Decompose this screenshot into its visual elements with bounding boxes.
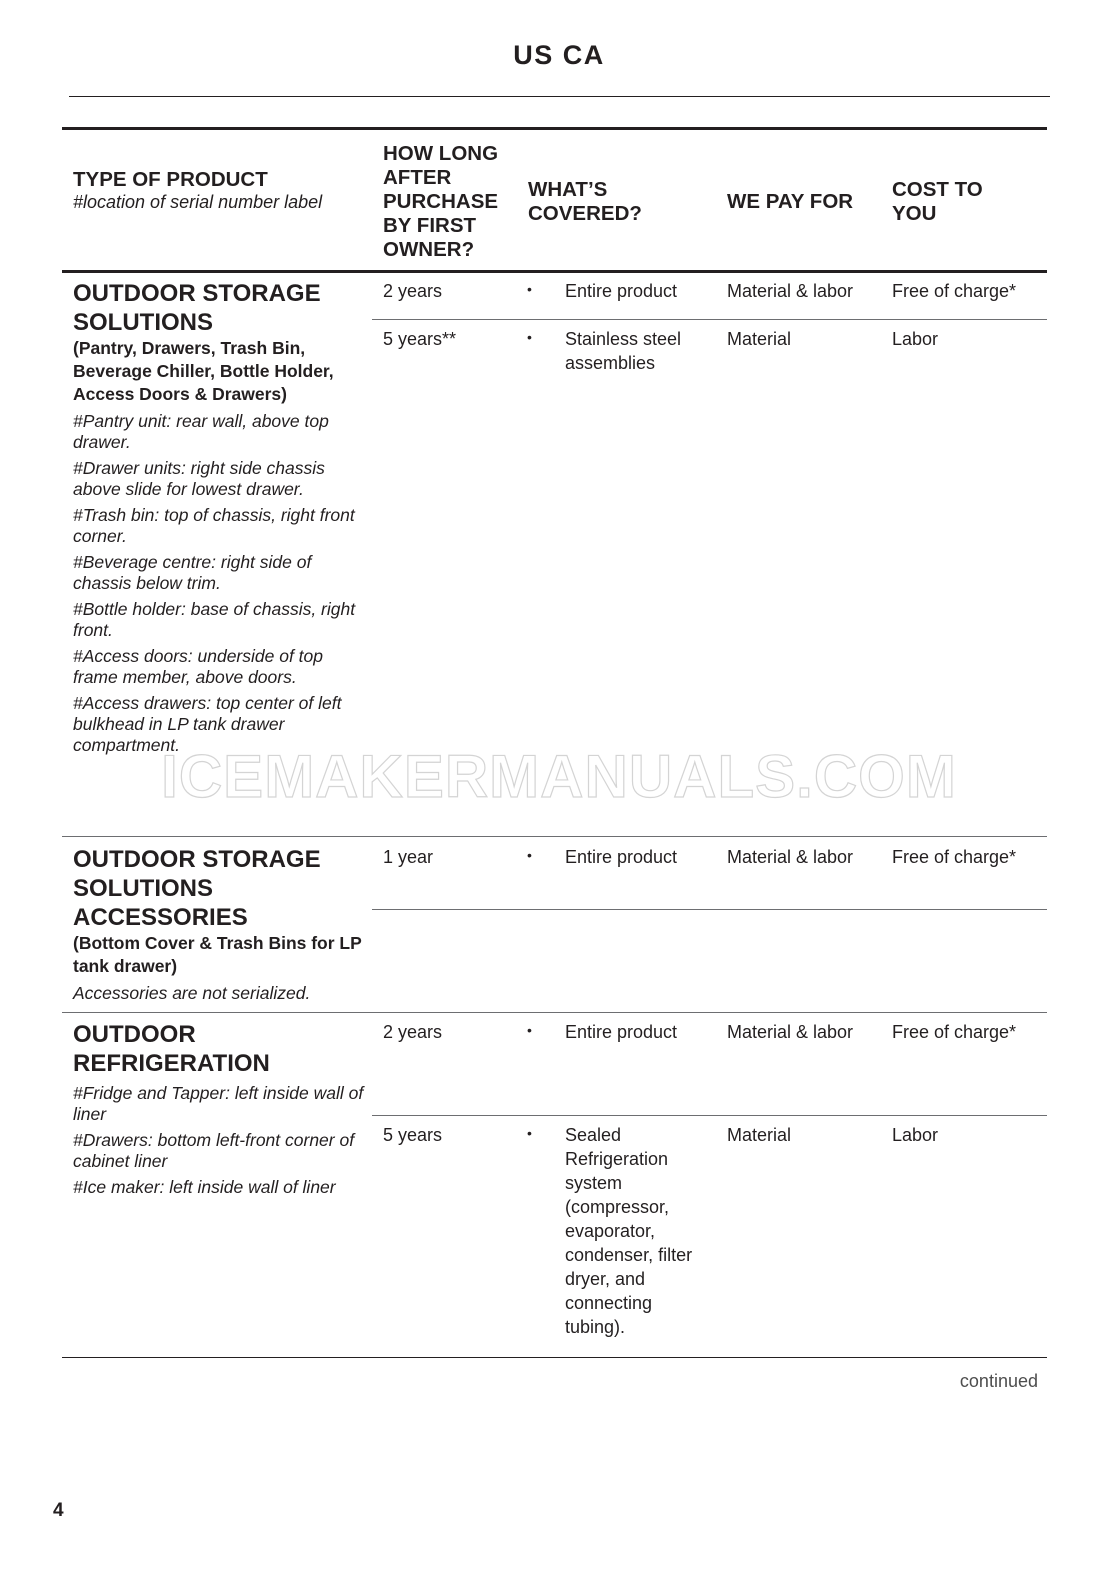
row-duration: 1 year — [383, 847, 434, 867]
header-divider — [69, 96, 1050, 97]
row-we-pay: Material — [727, 329, 792, 349]
serial-location-note: #Beverage centre: right side of chassis below trim. — [73, 552, 312, 593]
serial-location-note: #Access doors: underside of top frame member, above doors. — [73, 646, 324, 687]
bullet-icon: • — [527, 329, 532, 345]
serial-location-note: #Pantry unit: rear wall, above top drawer. — [73, 411, 329, 452]
row-cost: Free of charge* — [892, 281, 1017, 301]
bullet-icon: • — [527, 1125, 532, 1141]
page-number: 4 — [53, 1500, 64, 1521]
row-cost: Labor — [892, 1125, 939, 1145]
section-divider — [62, 1012, 1047, 1013]
col-header-type-subtitle: #location of serial number label — [73, 192, 323, 212]
serial-location-note: #Ice maker: left inside wall of liner — [73, 1177, 336, 1197]
row-duration: 5 years — [383, 1125, 443, 1145]
row-we-pay: Material — [727, 1125, 792, 1145]
table-top-rule — [62, 127, 1047, 130]
row-we-pay: Material & labor — [727, 1022, 854, 1042]
row-we-pay: Material & labor — [727, 847, 854, 867]
table-bottom-rule — [62, 1357, 1047, 1358]
col-header-cost: COST TO YOU — [892, 178, 983, 225]
row-divider — [372, 1115, 1047, 1116]
col-header-type — [73, 168, 368, 213]
bullet-icon: • — [527, 847, 532, 863]
row-cost: Labor — [892, 329, 939, 349]
row-duration: 5 years** — [383, 329, 457, 349]
serial-location-note: Accessories are not serialized. — [73, 983, 311, 1003]
row-cost: Free of charge* — [892, 1022, 1017, 1042]
section-accessories-title: OUTDOOR STORAGE SOLUTIONS ACCESSORIES — [73, 846, 321, 931]
serial-location-note: #Fridge and Tapper: left inside wall of liner — [73, 1083, 364, 1124]
row-covered: Entire product — [565, 281, 678, 301]
col-header-we-pay: WE PAY FOR — [727, 190, 854, 213]
page-header-region: US CA — [513, 40, 605, 70]
header-bottom-rule — [62, 270, 1047, 273]
col-header-type-title: TYPE OF PRODUCT — [73, 168, 268, 191]
section-accessories-subtitle: (Bottom Cover & Trash Bins for LP tank drawer) — [73, 933, 362, 976]
section-refrigeration — [73, 1020, 365, 1198]
row-covered: Stainless steel assemblies — [565, 329, 682, 373]
serial-location-note: #Drawers: bottom left-front corner of cabinet liner — [73, 1130, 355, 1171]
bullet-icon: • — [527, 281, 532, 297]
row-duration: 2 years — [383, 281, 443, 301]
continued-label: continued — [959, 1371, 1038, 1391]
section-refrigeration-title: OUTDOOR REFRIGERATION — [73, 1021, 270, 1077]
row-cost: Free of charge* — [892, 847, 1017, 867]
row-covered: Entire product — [565, 847, 678, 867]
section-storage-subtitle: (Pantry, Drawers, Trash Bin, Beverage Chiller, Bottle Holder, Access Doors & Drawers) — [73, 338, 334, 404]
bullet-icon: • — [527, 1022, 532, 1038]
section-storage — [73, 279, 365, 756]
row-covered: Sealed Refrigeration system (compressor, evaporator, condenser, filter dryer, and connecting tubing). — [565, 1125, 693, 1337]
row-duration: 2 years — [383, 1022, 443, 1042]
section-divider — [62, 836, 1047, 837]
row-covered: Entire product — [565, 1022, 678, 1042]
row-divider — [372, 909, 1047, 910]
serial-location-note: #Access drawers: top center of left bulkhead in LP tank drawer compartment. — [73, 693, 342, 755]
col-header-duration: HOW LONG AFTER PURCHASE BY FIRST OWNER? — [383, 142, 499, 261]
serial-location-note: #Trash bin: top of chassis, right front corner. — [73, 505, 355, 546]
serial-location-note: #Drawer units: right side chassis above slide for lowest drawer. — [73, 458, 325, 499]
col-header-covered: WHAT’S COVERED? — [528, 178, 642, 225]
row-we-pay: Material & labor — [727, 281, 854, 301]
section-accessories — [73, 845, 365, 1004]
row-divider — [372, 319, 1047, 320]
section-storage-title: OUTDOOR STORAGE SOLUTIONS — [73, 280, 321, 336]
serial-location-note: #Bottle holder: base of chassis, right front. — [73, 599, 356, 640]
watermark: ICEMAKERMANUALS.COM — [161, 743, 957, 810]
